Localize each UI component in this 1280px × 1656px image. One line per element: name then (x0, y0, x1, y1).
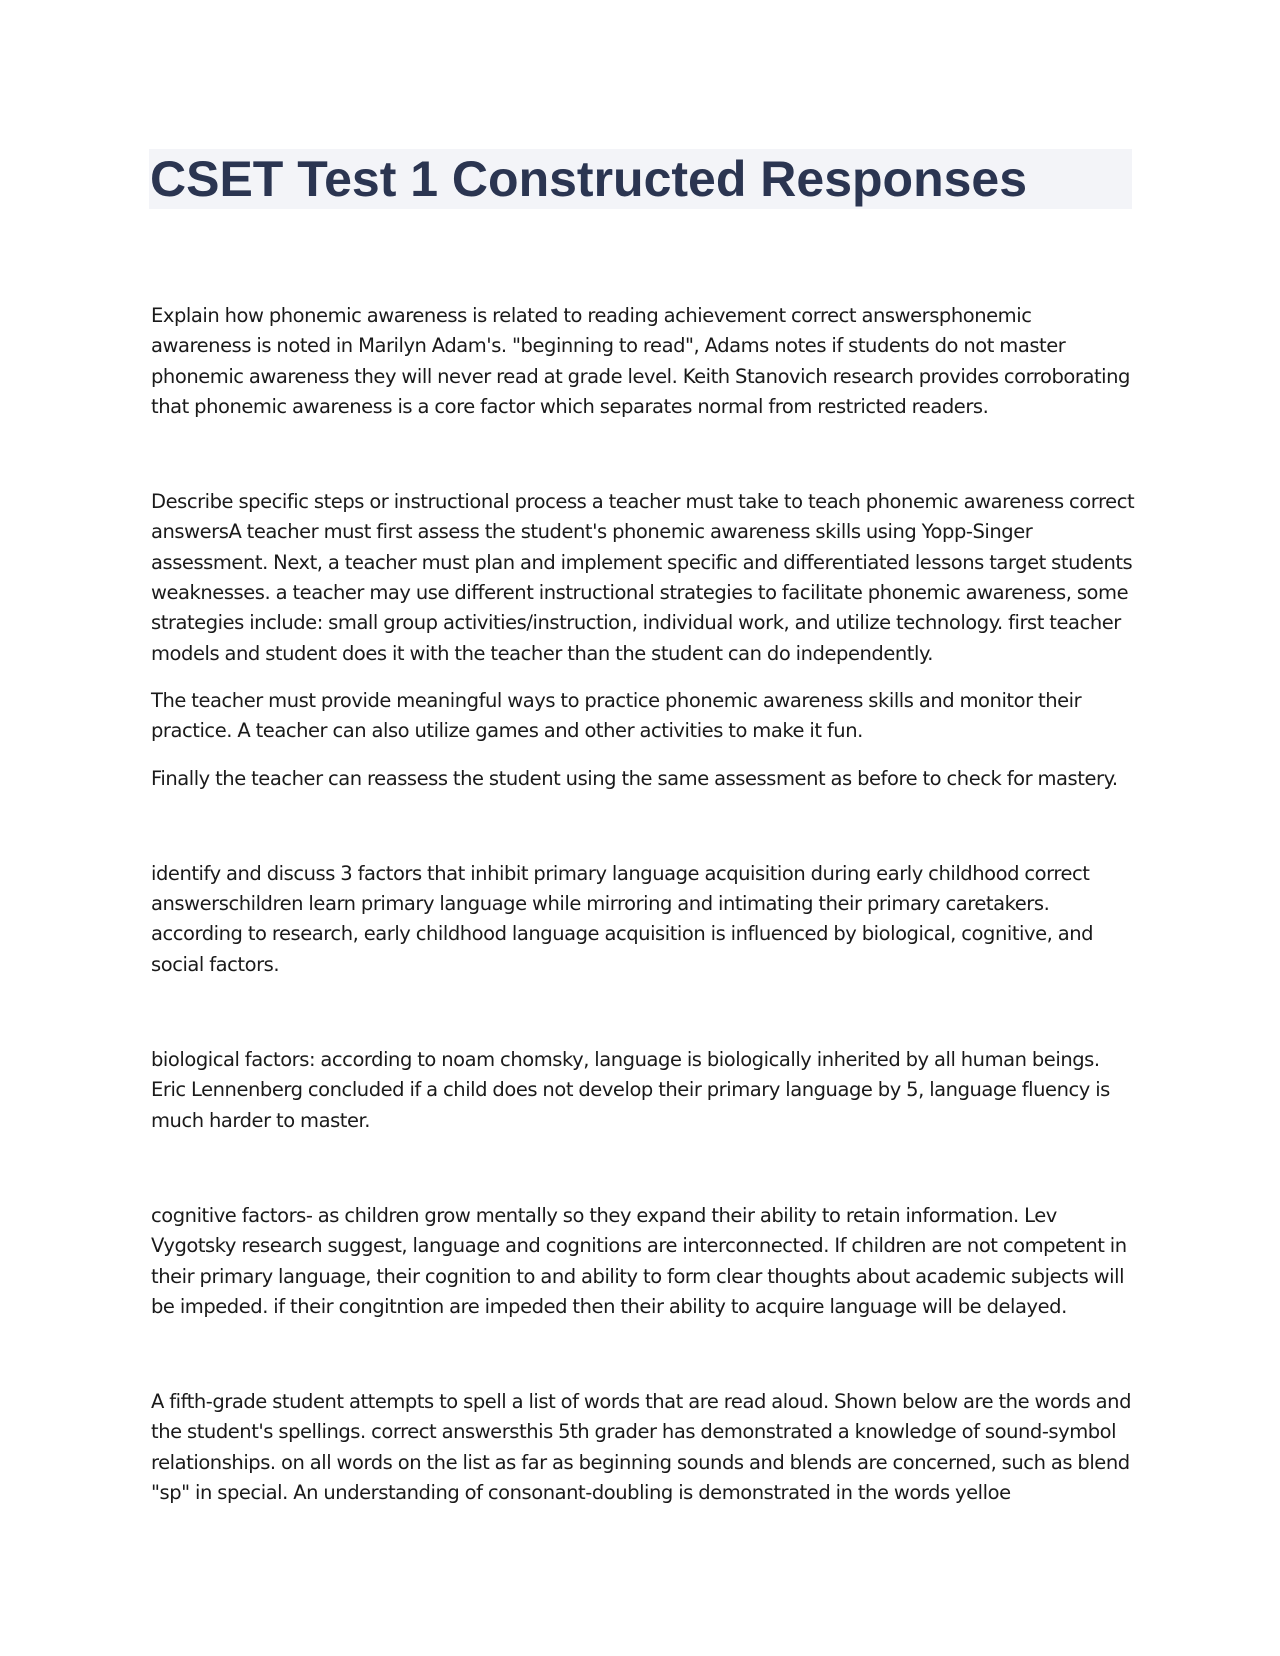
paragraph-phonemic-awareness-question: Explain how phonemic awareness is related to reading achievement correct answersphonemic awareness is noted in Marilyn Adam's. "beginning to read", Adams notes if students do not master phonemic awareness they will never read at grade level. Keith Stanovich research provides corroborating that phonemic awareness is a core factor which separates normal from restricted readers. (151, 304, 1130, 418)
paragraph-instructional-steps-question: Describe specific steps or instructional process a teacher must take to teach phonemic awareness correct answersA teacher must first assess the student's phonemic awareness skills using Yopp-Singer assessment. Next, a teacher must plan and implement specific and differentiated lessons target students weaknesses. a teacher may use different instructional strategies to facilitate phonemic awareness, some strategies include: small group activities/instruction, individual work, and utilize technology. first teacher models and student does it with the teacher than the student can do independently. (151, 490, 1135, 665)
document-body (151, 301, 1136, 1508)
paragraph-cognitive-factors: cognitive factors- as children grow mentally so they expand their ability to retain information. Lev Vygotsky research suggest, language and cognitions are interconnected. If children are not competent in their primary language, their cognition to and ability to form clear thoughts about academic subjects will be impeded. if their congitntion are impeded then their ability to acquire language will be delayed. (151, 1203, 1127, 1318)
paragraph-fifth-grade-spelling-question: A fifth-grade student attempts to spell a list of words that are read aloud. Shown below are the words and the student's spellings. correct answersthis 5th grader has demonstrated a knowledge of sound-symbol relationships. on all words on the list as far as beginning sounds and blends are concerned, such as blend "sp" in special. An understanding of consonant-doubling is demonstrated in the words yelloe (151, 1390, 1131, 1505)
paragraph-biological-factors: biological factors: according to noam chomsky, language is biologically inherited by all human beings. Eric Lennenberg concluded if a child does not develop their primary language by 5, language fluency is much harder to master. (151, 1048, 1110, 1132)
paragraph-language-acquisition-question: identify and discuss 3 factors that inhibit primary language acquisition during early childhood correct answerschildren learn primary language while mirroring and intimating their primary caretakers. according to research, early childhood language acquisition is influenced by biological, cognitive, and social factors. (151, 861, 1094, 976)
paragraph-reassessment: Finally the teacher can reassess the student using the same assessment as before to check for mastery. (151, 766, 1118, 790)
paragraph-practice-monitoring: The teacher must provide meaningful ways to practice phonemic awareness skills and monitor their practice. A teacher can also utilize games and other activities to make it fun. (151, 688, 1082, 743)
document-title: CSET Test 1 Constructed Responses (150, 151, 1028, 207)
